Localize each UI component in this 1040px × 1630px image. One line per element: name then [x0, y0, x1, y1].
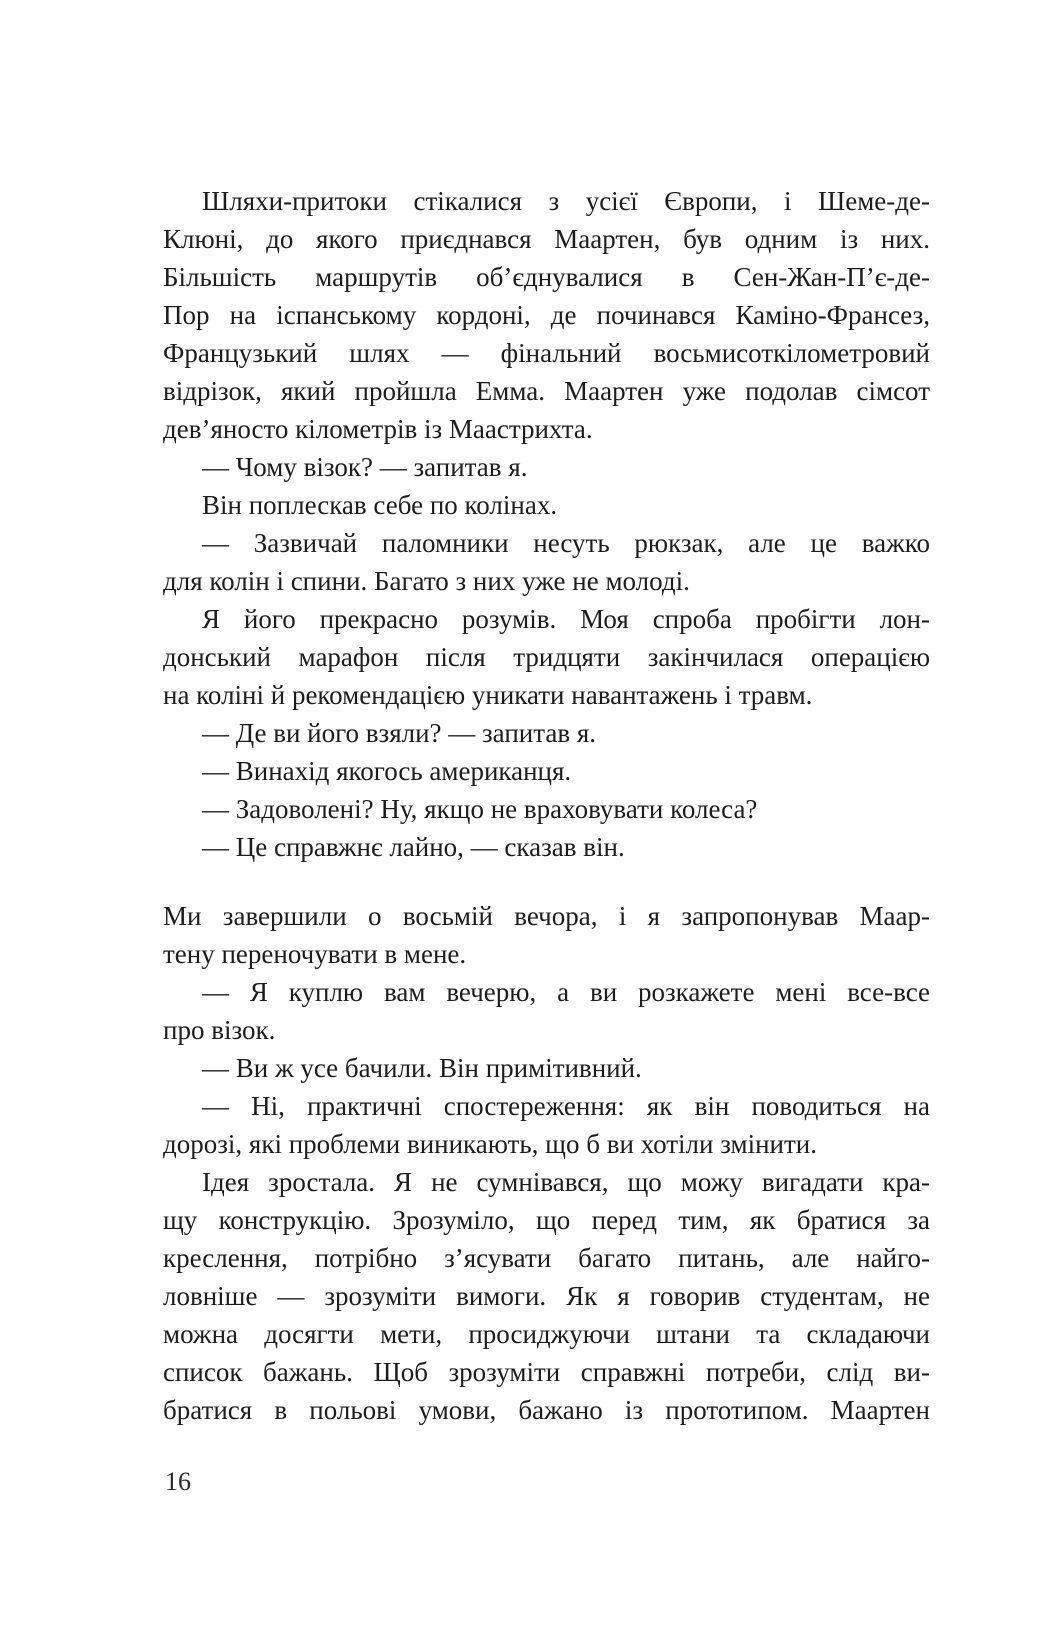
text-line: — Де ви його взяли? — запитав я. — [202, 718, 596, 748]
text-line: Французький шлях — фінальний восьмисоткілометровий — [163, 338, 930, 368]
page-number: 16 — [165, 1467, 191, 1496]
text-line: Шляхи-притоки стікалися з усієї Європи, і Шеме-де- — [202, 186, 930, 216]
paragraph — [163, 486, 930, 524]
paragraph — [163, 714, 930, 752]
text-line: дорозі, які проблеми виникають, що б ви хотіли змінити. — [163, 1129, 817, 1159]
paragraph — [163, 752, 930, 790]
text-line: — Це справжнє лайно, — сказав він. — [202, 832, 625, 862]
text-line: тену переночувати в мене. — [163, 939, 467, 969]
text-line: — Я куплю вам вечерю, а ви розкажете мені все-все — [202, 977, 930, 1007]
text-line: донський марафон після тридцяти закінчилася операцією — [163, 642, 930, 672]
text-line: щу конструкцію. Зрозуміло, що перед тим, як братися за — [163, 1205, 930, 1235]
text-line: відрізок, який пройшла Емма. Маартен уже подолав сімсот — [163, 376, 930, 406]
paragraph — [163, 182, 930, 448]
text-line: — Задоволені? Ну, якщо не враховувати колеса? — [202, 794, 758, 824]
paragraph — [163, 828, 930, 866]
text-line: для колін і спини. Багато з них уже не молоді. — [163, 566, 690, 596]
paragraph — [163, 1163, 930, 1429]
text-line: — Винахід якогось американця. — [202, 756, 572, 786]
text-line: про візок. — [163, 1015, 276, 1045]
paragraph — [163, 600, 930, 714]
paragraph — [163, 524, 930, 600]
text-line: креслення, потрібно з’ясувати багато питань, але найго- — [163, 1243, 930, 1273]
text-line: дев’яносто кілометрів із Маастрихта. — [163, 414, 593, 444]
text-line: Він поплескав себе по колінах. — [202, 490, 558, 520]
paragraph — [163, 973, 930, 1049]
paragraph — [163, 1049, 930, 1087]
text-line: — Чому візок? — запитав я. — [202, 452, 528, 482]
text-line: — Ні, практичні спостереження: як він поводиться на — [202, 1091, 930, 1121]
text-block — [163, 182, 930, 1429]
paragraph — [163, 1087, 930, 1163]
paragraph — [163, 790, 930, 828]
text-line: на коліні й рекомендацією уникати навантажень і травм. — [163, 680, 813, 710]
text-line: Ідея зростала. Я не сумнівався, що можу вигадати кра- — [202, 1167, 930, 1197]
text-line: братися в польові умови, бажано із прототипом. Маартен — [163, 1395, 930, 1425]
text-line: Я його прекрасно розумів. Моя спроба пробігти лон- — [202, 604, 930, 634]
text-line: Пор на іспанському кордоні, де починався Каміно-Франсез, — [163, 300, 930, 330]
text-line: Клюні, до якого приєднався Маартен, був одним із них. — [163, 224, 930, 254]
text-line: — Ви ж усе бачили. Він примітивний. — [202, 1053, 642, 1083]
text-line: можна досягти мети, просиджуючи штани та складаючи — [163, 1319, 930, 1349]
text-line: Ми завершили о восьмій вечора, і я запропонував Маар- — [163, 901, 930, 931]
text-line: — Зазвичай паломники несуть рюкзак, але це важко — [202, 528, 930, 558]
text-line: ловніше — зрозуміти вимоги. Як я говорив студентам, не — [163, 1281, 930, 1311]
text-line: Більшість маршрутів об’єднувалися в Сен-Жан-П’є-де- — [163, 262, 930, 292]
paragraph — [163, 897, 930, 973]
paragraph — [163, 448, 930, 486]
text-line: список бажань. Щоб зрозуміти справжні потреби, слід ви- — [163, 1357, 930, 1387]
